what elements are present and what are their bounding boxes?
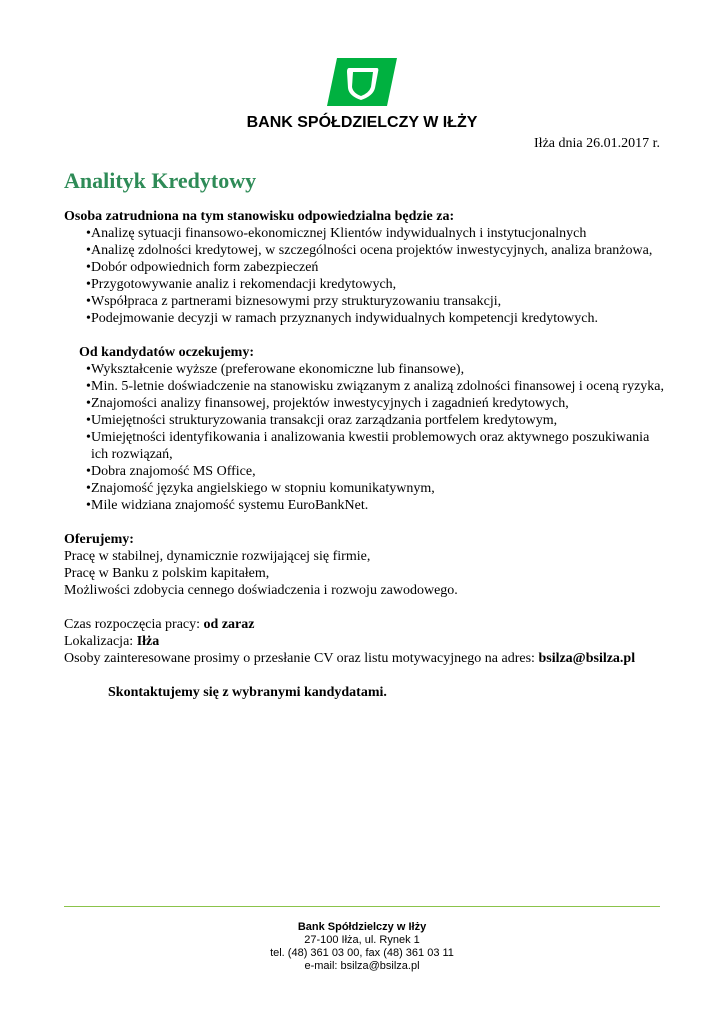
bank-logo-icon [327,58,397,106]
requirements-list [64,361,664,514]
requirements-heading: Od kandydatów oczekujemy: [79,345,255,360]
footer-address: 27-100 Iłża, ul. Rynek 1 [304,934,420,946]
document-body [64,208,664,701]
list-item: • Przygotowywanie analiz i rekomendacji kredytowych, [64,276,664,293]
footer-phone: tel. (48) 361 03 00, fax (48) 361 03 11 [270,947,454,959]
apply-text: Osoby zainteresowane prosimy o przesłanie CV oraz listu motywacyjnego na adres: [64,651,539,666]
offer-line: Pracę w stabilnej, dynamicznie rozwijającej się firmie, [64,549,371,564]
document-date: Iłża dnia 26.01.2017 r. [534,136,660,151]
footer-divider [64,906,660,907]
offer-line: Pracę w Banku z polskim kapitałem, [64,566,270,581]
footer [0,921,724,973]
list-item: • Podejmowanie decyzji w ramach przyznanych indywidualnych kompetencji kredytowych. [64,310,664,327]
list-item: • Umiejętności identyfikowania i analizowania kwestii problemowych oraz aktywnego poszukiwania ich rozwiązań, [64,429,664,463]
start-date-line [64,616,664,633]
list-item: • Analizę zdolności kredytowej, w szczególności ocena projektów inwestycyjnych, analiza branżowa, [64,242,664,259]
start-date-label: Czas rozpoczęcia pracy: [64,617,204,632]
footer-email: e-mail: bsilza@bsilza.pl [304,960,420,972]
responsibilities-heading: Osoba zatrudniona na tym stanowisku odpowiedzialna będzie za: [64,209,455,224]
list-item: • Analizę sytuacji finansowo-ekonomicznej Klientów indywidualnych i instytucjonalnych [64,225,664,242]
list-item: • Współpraca z partnerami biznesowymi przy strukturyzowaniu transakcji, [64,293,664,310]
list-item: • Min. 5-letnie doświadczenie na stanowisku związanym z analizą zdolności finansowej i oceną ryzyka, [64,378,664,395]
list-item: • Dobór odpowiednich form zabezpieczeń [64,259,664,276]
list-item: • Znajomość języka angielskiego w stopniu komunikatywnym, [64,480,664,497]
list-item: • Wykształcenie wyższe (preferowane ekonomiczne lub finansowe), [64,361,664,378]
offer-line: Możliwości zdobycia cennego doświadczenia i rozwoju zawodowego. [64,583,458,598]
offer-heading: Oferujemy: [64,532,134,547]
list-item: • Mile widziana znajomość systemu EuroBankNet. [64,497,664,514]
list-item: • Dobra znajomość MS Office, [64,463,664,480]
responsibilities-list [64,225,664,327]
location-value: Iłża [136,634,160,649]
location-label: Lokalizacja: [64,634,137,649]
list-item: • Umiejętności strukturyzowania transakcji oraz zarządzania portfelem kredytowym, [64,412,664,429]
apply-line [64,650,664,667]
bank-name: BANK SPÓŁDZIELCZY W IŁŻY [246,114,478,131]
contact-note: Skontaktujemy się z wybranymi kandydatami. [108,685,387,700]
location-line [64,633,664,650]
list-item: • Znajomości analizy finansowej, projektów inwestycyjnych i zagadnień kredytowych, [64,395,664,412]
footer-bank-name: Bank Spółdzielczy w Iłży [297,921,427,933]
page-title: Analityk Kredytowy [64,168,257,193]
apply-email: bsilza@bsilza.pl [538,651,636,666]
start-date-value: od zaraz [203,617,255,632]
